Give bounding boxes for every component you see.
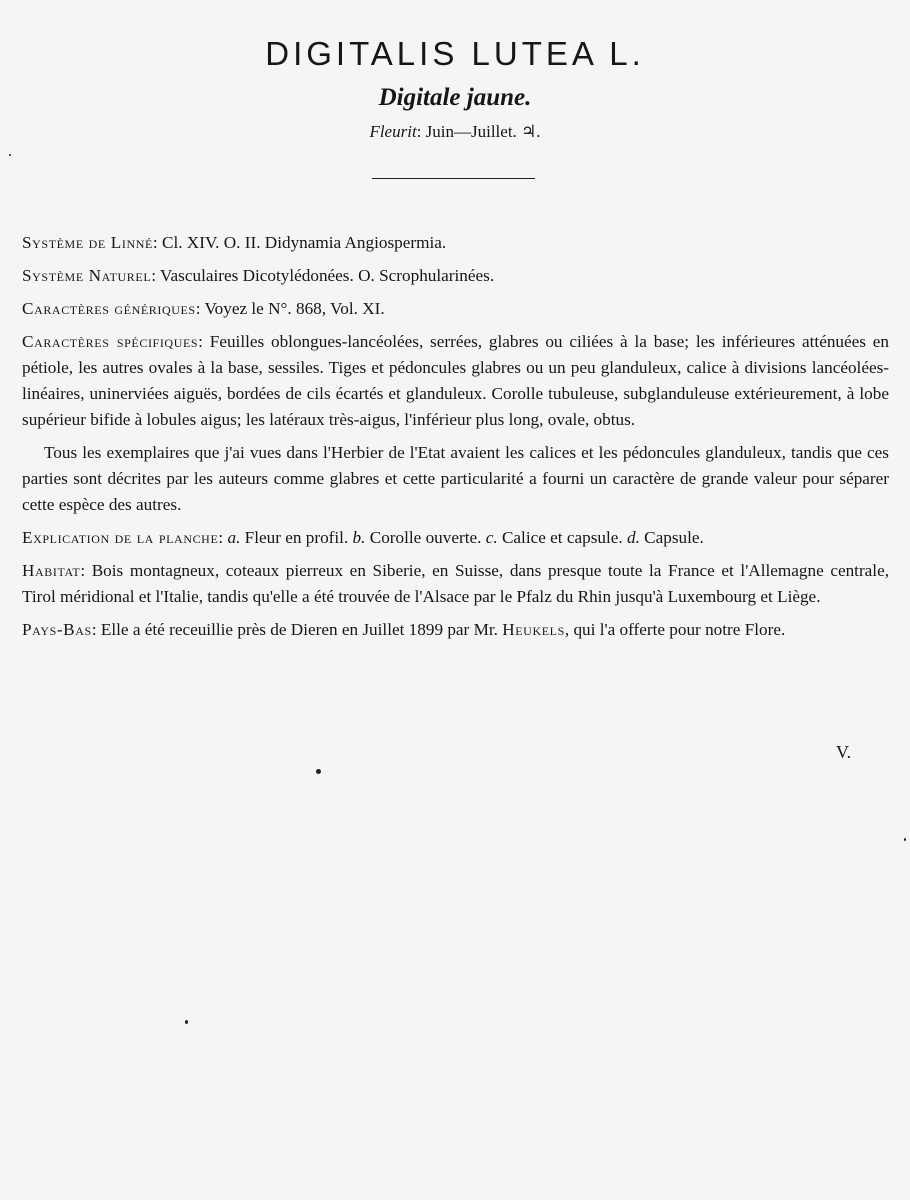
section-linne-label: Système de Linné [22, 233, 153, 252]
plate-text-a: Fleur en profil. [240, 528, 353, 547]
header-divider [372, 178, 535, 179]
body-text [22, 230, 889, 650]
section-naturel-text: : Vasculaires Dicotylédonées. O. Scrophularinées. [151, 266, 495, 285]
ink-speck [316, 769, 321, 774]
section-specifiques [22, 329, 889, 433]
ink-speck [185, 1020, 188, 1024]
section-paysbas [22, 617, 889, 643]
section-habitat [22, 558, 889, 610]
section-explication [22, 525, 889, 551]
section-explication-label: Explication de la planche [22, 528, 219, 547]
plate-letter-b: b. [352, 528, 366, 547]
plate-letter-d: d. [626, 528, 640, 547]
section-observation [22, 440, 889, 518]
plate-text-c: Calice et capsule. [497, 528, 627, 547]
ink-speck [904, 838, 906, 841]
section-explication-sep: : [218, 528, 228, 547]
section-linne [22, 230, 889, 256]
flowering-value: : Juin—Juillet. ♃. [416, 122, 541, 141]
section-linne-text: : Cl. XIV. O. II. Didynamia Angiospermia. [152, 233, 447, 252]
flowering-label: Fleurit [369, 122, 417, 141]
section-generiques-label: Caractères génériques [22, 299, 196, 318]
section-habitat-label: Habitat [22, 561, 81, 580]
section-habitat-text: : Bois montagneux, coteaux pierreux en Siberie, en Suisse, dans presque toute la France et l'Allemagne centrale, Tirol méridional et l'Italie, tandis qu'elle a été trouvée de l'Alsace par le Pfalz du Rhin jusqu'à Luxembourg et Liège. [22, 561, 889, 606]
section-naturel [22, 263, 889, 289]
section-specifiques-text: : Feuilles oblongues-lancéolées, serrées, glabres ou ciliées à la base; les inférieures atténuées en pétiole, les autres ovales à la base, sessiles. Tiges et pédoncules glabres ou un peu glanduleux, calice à divisions lancéolées-linéaires, uninerviées aiguës, bordées de cils écartés et glanduleux. Corolle tubuleuse, subglanduleuse extérieurement, à lobe supérieur bifide à lobules aigus; les latéraux très-aigus, l'inférieur plus long, ovale, obtus. [22, 332, 889, 429]
section-naturel-label: Système Naturel [22, 266, 152, 285]
plate-letter-c: c. [485, 528, 498, 547]
section-paysbas-text-after: , qui l'a offerte pour notre Flore. [564, 620, 786, 639]
species-title: DIGITALIS LUTEA L. [265, 35, 645, 72]
ink-speck [9, 154, 11, 156]
section-paysbas-text-before: : Elle a été receuillie près de Dieren en Juillet 1899 par Mr. [91, 620, 503, 639]
section-paysbas-person: Heukels [502, 620, 565, 639]
common-name: Digitale jaune. [378, 84, 532, 111]
plate-text-d: Capsule. [639, 528, 704, 547]
section-specifiques-label: Caractères spécifiques [22, 332, 199, 351]
plate-text-b: Corolle ouverte. [365, 528, 486, 547]
section-paysbas-label: Pays-Bas [22, 620, 92, 639]
author-signature: V. [836, 742, 852, 762]
header [0, 30, 910, 146]
flowering-line [0, 118, 910, 146]
section-observation-text: Tous les exemplaires que j'ai vues dans l'Herbier de l'Etat avaient les calices et les pédoncules glanduleux, tandis que ces parties sont décrites par les auteurs comme glabres et cette particularité a fourni un caractère de grande valeur pour séparer cette espèce des autres. [22, 443, 889, 514]
plate-letter-a: a. [227, 528, 241, 547]
section-generiques-text: : Voyez le N°. 868, Vol. XI. [195, 299, 385, 318]
section-generiques [22, 296, 889, 322]
